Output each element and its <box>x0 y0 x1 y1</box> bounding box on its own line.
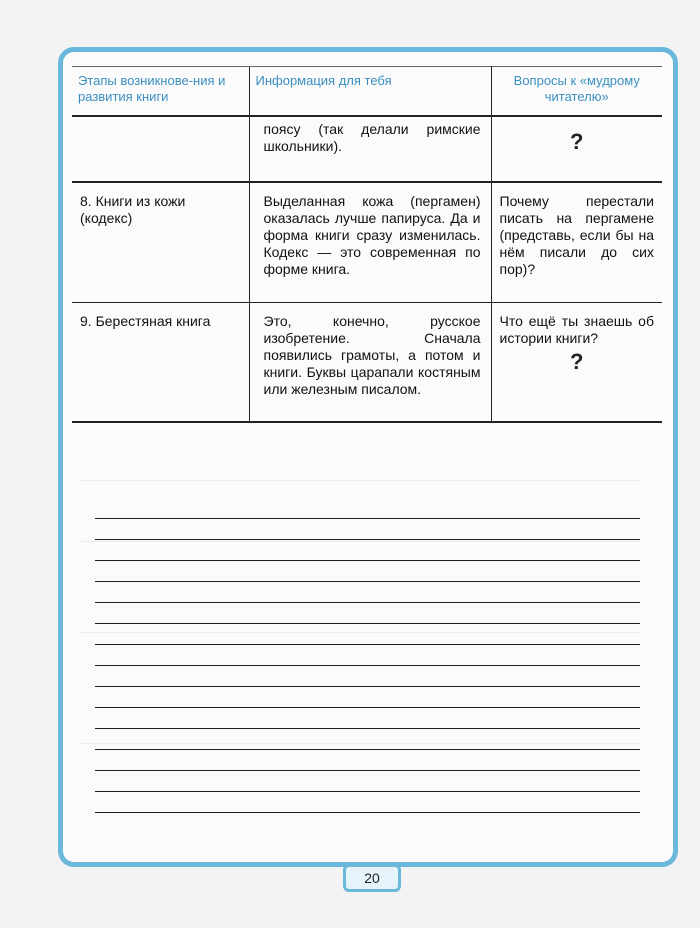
answer-line[interactable] <box>95 812 640 813</box>
table-row <box>72 116 662 182</box>
question-mark: ? <box>570 129 584 154</box>
answer-line[interactable] <box>95 581 640 582</box>
question-text: Что ещё ты знаешь об истории книги? <box>499 313 654 346</box>
answer-line[interactable] <box>95 560 640 561</box>
answer-line[interactable] <box>95 518 640 519</box>
info-cell <box>249 116 491 182</box>
answer-line[interactable] <box>95 644 640 645</box>
answer-line[interactable] <box>95 686 640 687</box>
answer-lines <box>95 518 640 833</box>
question-mark: ? <box>570 349 584 374</box>
answer-line[interactable] <box>95 770 640 771</box>
answer-line[interactable] <box>95 539 640 540</box>
header-questions: Вопросы к «мудрому читателю» <box>491 67 662 117</box>
header-stages: Этапы возникнове-ния и развития книги <box>72 67 249 117</box>
info-text: поясу (так делали римские школьники). <box>263 121 481 154</box>
question-cell <box>491 303 662 423</box>
answer-line[interactable] <box>95 602 640 603</box>
answer-line[interactable] <box>95 707 640 708</box>
table-row <box>72 182 662 303</box>
book-history-table <box>72 66 662 423</box>
answer-line[interactable] <box>95 728 640 729</box>
question-cell <box>491 116 662 182</box>
question-cell: Почему перестали писать на пергамене (представь, если бы на нём писали до сих пор)? <box>491 182 662 303</box>
answer-line[interactable] <box>95 791 640 792</box>
answer-line[interactable] <box>95 665 640 666</box>
stage-cell: 9. Берестяная книга <box>72 303 249 423</box>
answer-line[interactable] <box>95 749 640 750</box>
info-cell: Это, конечно, русское изобретение. Сначала появились грамоты, а потом и книги. Буквы царапали костяным или железным писалом. <box>249 303 491 423</box>
header-information: Информация для тебя <box>249 67 491 117</box>
answer-line[interactable] <box>95 623 640 624</box>
stage-cell <box>72 116 249 182</box>
table-header-row <box>72 67 662 117</box>
table-row <box>72 303 662 423</box>
stage-cell: 8. Книги из кожи (кодекс) <box>72 182 249 303</box>
info-cell: Выделанная кожа (пергамен) оказалась лучше папируса. Да и форма книги сразу изменилась. Кодекс — это современная по форме книга. <box>249 182 491 303</box>
page-number: 20 <box>343 864 401 892</box>
